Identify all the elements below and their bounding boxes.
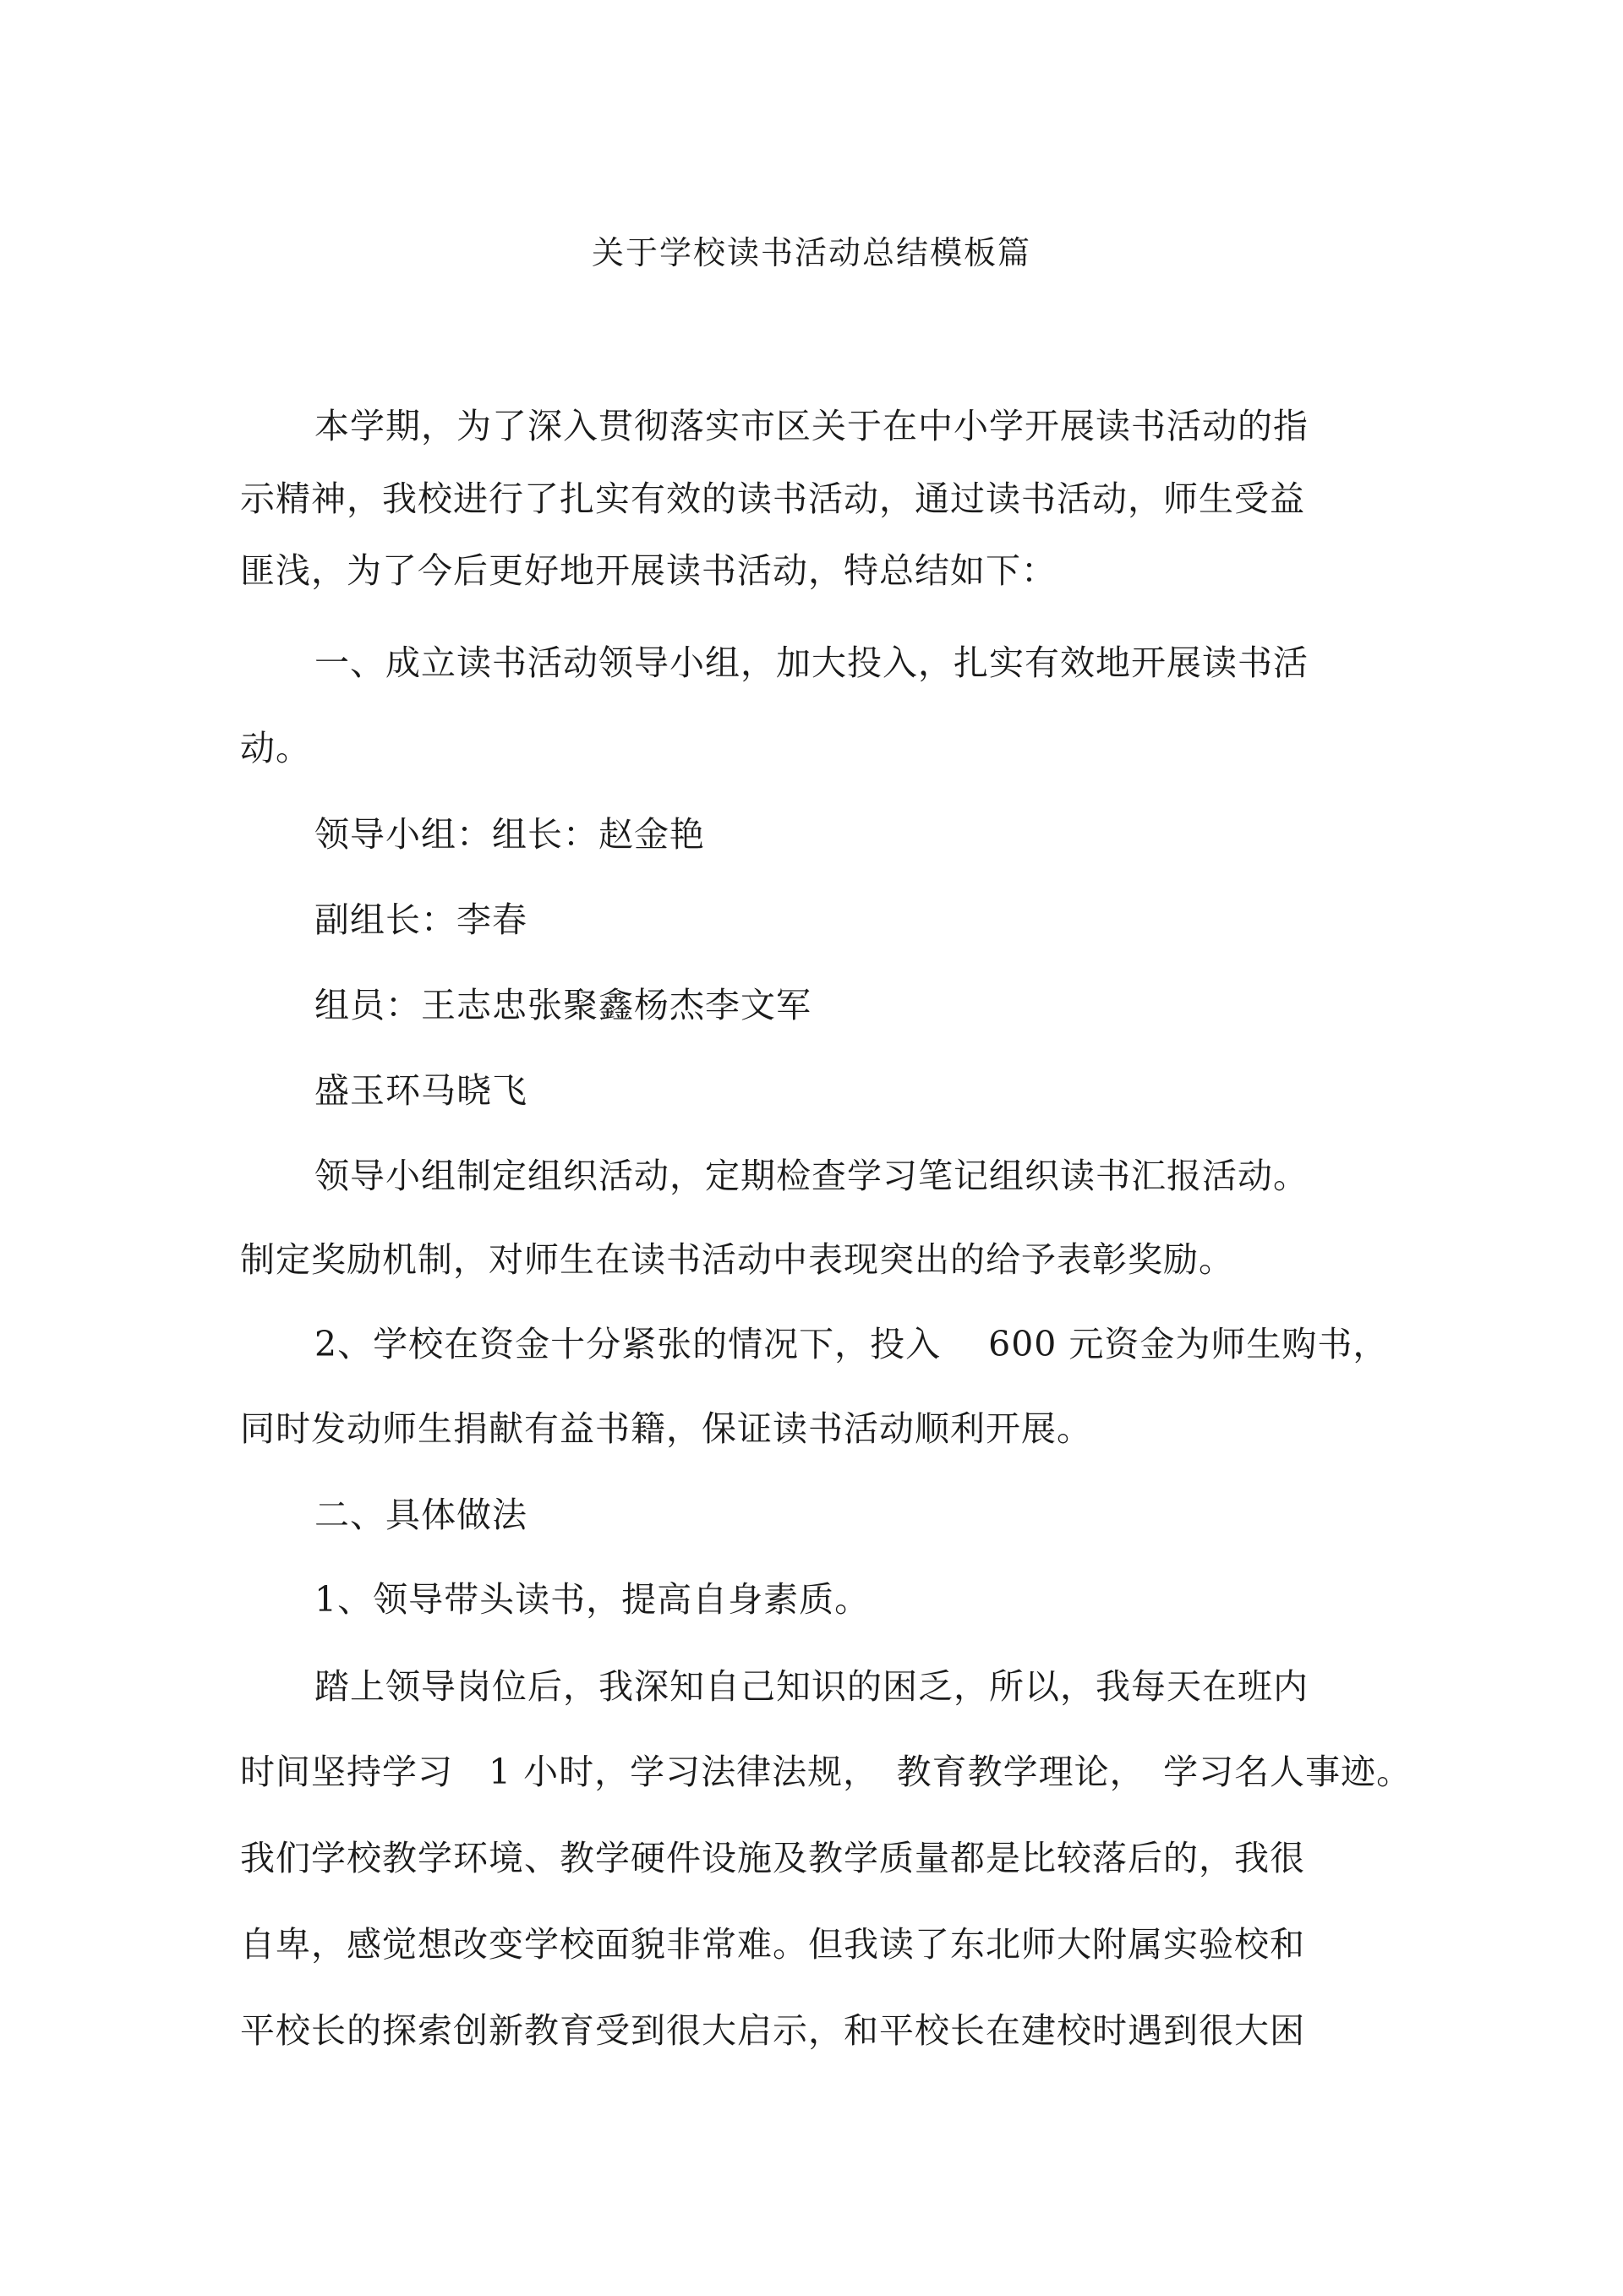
- section-heading: 一、成立读书活动领导小组，加大投入，扎实有效地开展读书活: [314, 642, 1309, 683]
- paragraph-line: 时间坚持学习 1 小时，学习法律法规， 教育教学理论， 学习名人事迹。: [240, 1752, 1413, 1792]
- section-heading: 二、具体做法: [314, 1495, 527, 1535]
- paragraph-line: 领导小组：组长：赵金艳: [314, 814, 705, 855]
- paragraph-line: 盛玉环马晓飞: [314, 1070, 527, 1111]
- paragraph-line: 组员：王志忠张聚鑫杨杰李文军: [314, 985, 812, 1025]
- paragraph-line: 平校长的探索创新教育受到很大启示，和平校长在建校时遇到很大困: [240, 2010, 1305, 2051]
- paragraph-line: 我们学校教学环境、教学硬件设施及教学质量都是比较落后的，我很: [240, 1838, 1305, 1878]
- paragraph-line: 示精神，我校进行了扎实有效的读书活动，通过读书活动，师生受益: [240, 478, 1305, 519]
- paragraph-line: 制定奖励机制，对师生在读书活动中表现突出的给予表彰奖励。: [240, 1239, 1234, 1280]
- paragraph-line: 副组长：李春: [314, 899, 527, 940]
- paragraph-line: 匪浅，为了今后更好地开展读书活动，特总结如下：: [240, 550, 1057, 591]
- document-title: 关于学校读书活动总结模板篇: [591, 234, 1031, 271]
- paragraph-line: 自卑，感觉想改变学校面貌非常难。但我读了东北师大附属实验校和: [240, 1924, 1305, 1965]
- paragraph-line: 动。: [240, 728, 311, 768]
- paragraph-line: 2、学校在资金十分紧张的情况下，投入 600 元资金为师生购书，: [314, 1324, 1389, 1364]
- paragraph-line: 踏上领导岗位后，我深知自己知识的困乏，所以，我每天在班内: [314, 1666, 1309, 1707]
- paragraph-line: 同时发动师生捐献有益书籍，保证读书活动顺利开展。: [240, 1408, 1092, 1449]
- subsection-heading: 1、领导带头读书，提高自身素质。: [314, 1579, 871, 1620]
- paragraph-line: 领导小组制定组织活动，定期检查学习笔记组织读书汇报活动。: [314, 1156, 1309, 1196]
- paragraph-line: 本学期，为了深入贯彻落实市区关于在中小学开展读书活动的指: [314, 406, 1309, 446]
